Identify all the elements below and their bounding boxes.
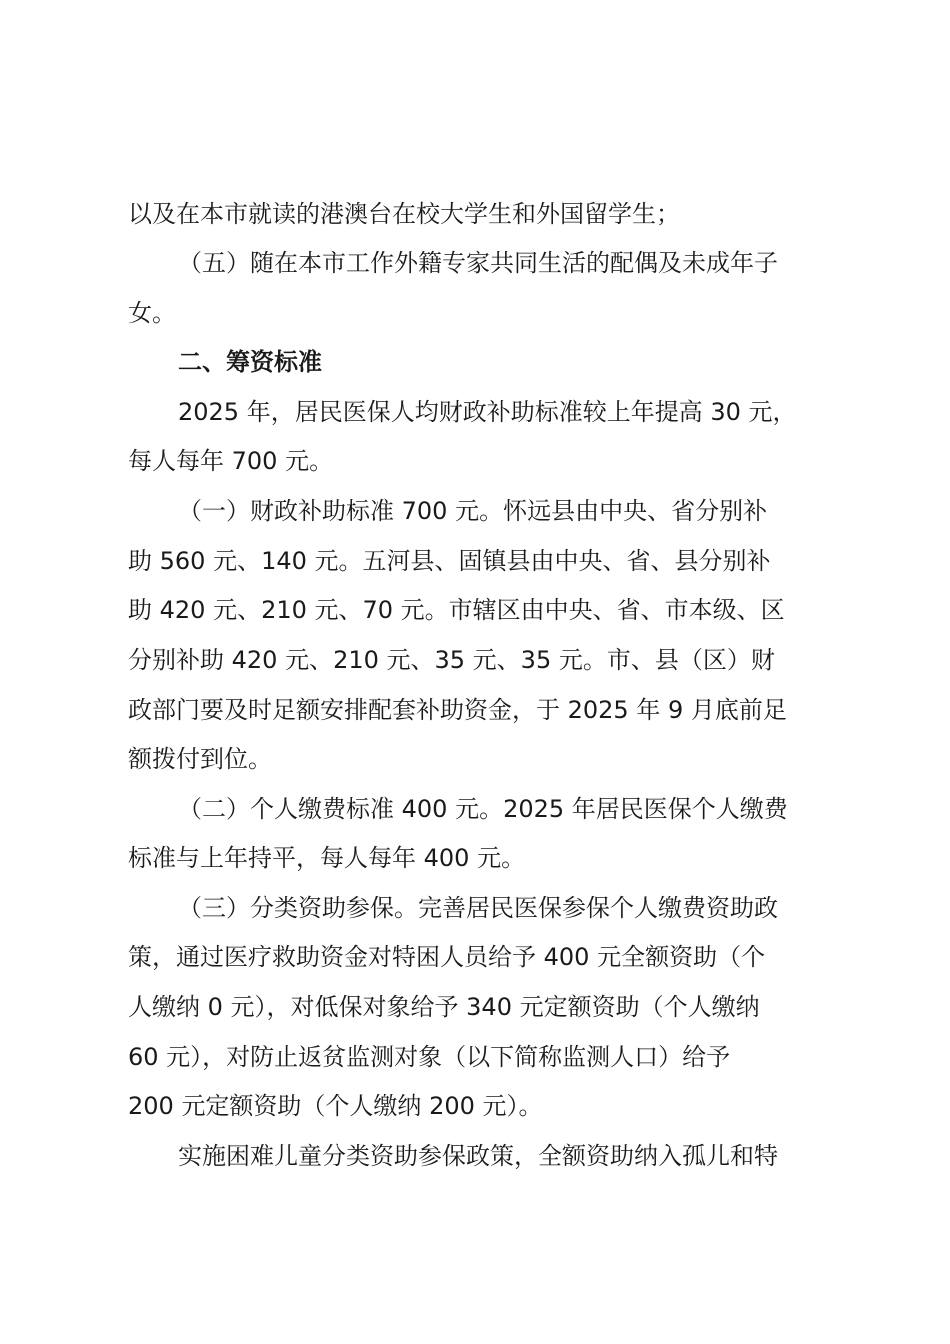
paragraph-line: 政部门要及时足额安排配套补助资金，于 2025 年 9 月底前足 [128,696,787,724]
text-line: 女。 [128,299,176,327]
subsection-three: （三）分类资助参保。完善居民医保参保个人缴费资助政 [178,894,778,922]
paragraph-line: 人缴纳 0 元），对低保对象给予 340 元定额资助（个人缴纳 [128,993,760,1021]
paragraph-line: 助 420 元、210 元、70 元。市辖区由中央、省、市本级、区 [128,596,785,624]
paragraph-line: 每人每年 700 元。 [128,447,334,475]
paragraph-line: 分别补助 420 元、210 元、35 元、35 元。市、县（区）财 [128,646,775,674]
paragraph-line: 200 元定额资助（个人缴纳 200 元）。 [128,1092,543,1120]
paragraph-line: 助 560 元、140 元。五河县、固镇县由中央、省、县分别补 [128,547,771,575]
paragraph-line: 实施困难儿童分类资助参保政策，全额资助纳入孤儿和特 [178,1142,778,1170]
text-line: 以及在本市就读的港澳台在校大学生和外国留学生； [128,200,680,228]
paragraph-line: 2025 年，居民医保人均财政补助标准较上年提高 30 元， [178,398,797,426]
paragraph-line: 60 元），对防止返贫监测对象（以下简称监测人口）给予 [128,1043,731,1071]
paragraph-line: 额拨付到位。 [128,745,272,773]
paragraph-line: 策，通过医疗救助资金对特困人员给予 400 元全额资助（个 [128,943,766,971]
list-item-five: （五）随在本市工作外籍专家共同生活的配偶及未成年子 [178,249,778,277]
paragraph-line: 标准与上年持平，每人每年 400 元。 [128,844,526,872]
subsection-two: （二）个人缴费标准 400 元。2025 年居民医保个人缴费 [178,795,788,823]
subsection-one: （一）财政补助标准 700 元。怀远县由中央、省分别补 [178,497,768,525]
section-heading: 二、筹资标准 [178,348,322,376]
